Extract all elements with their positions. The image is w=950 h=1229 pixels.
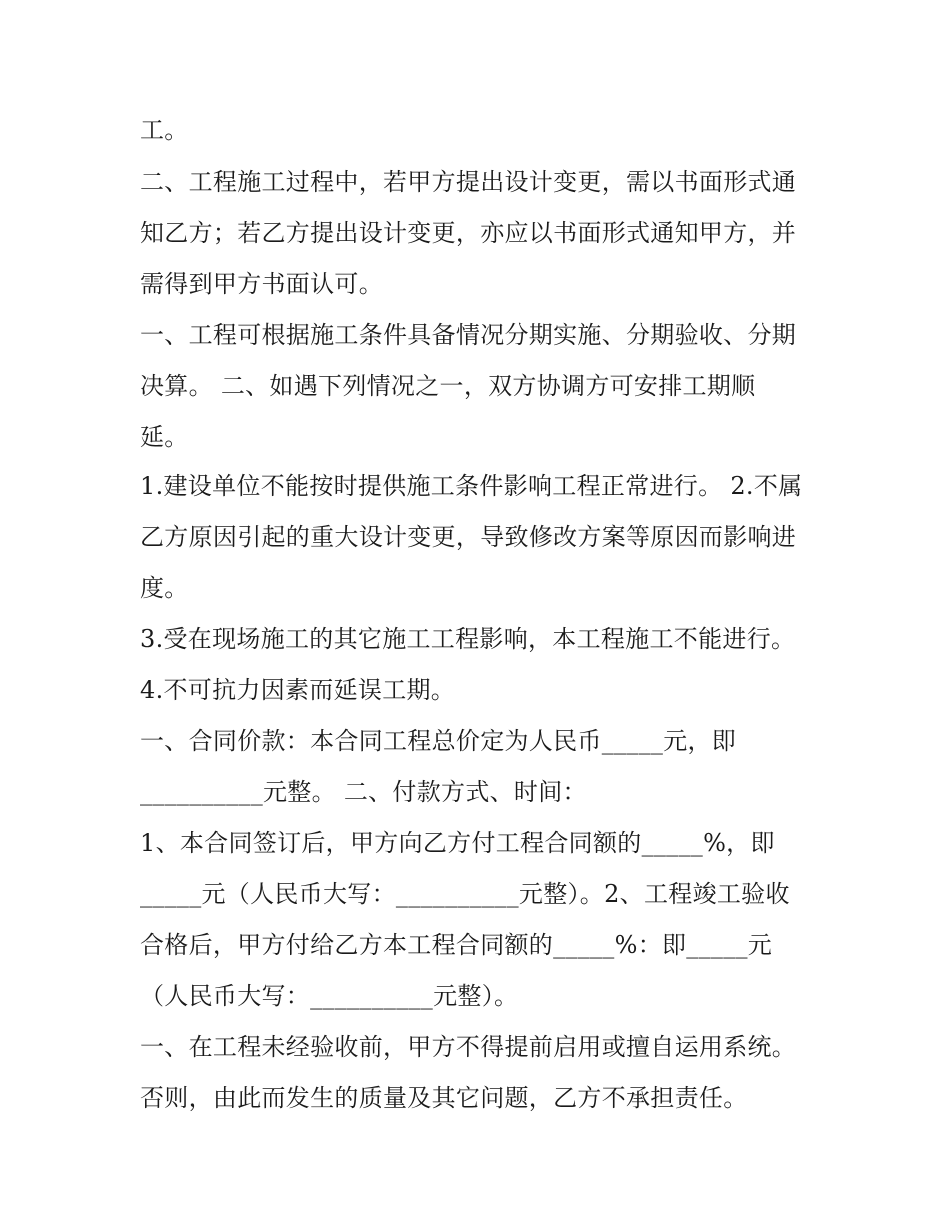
text-line: 度。 [140,574,189,602]
text-line: 一、合同价款：本合同工程总价定为人民币_____元，即 [140,727,737,755]
text-line: 决算。 二、如遇下列情况之一，双方协调方可安排工期顺 [140,372,756,400]
text-line: _____元（人民币大写：__________元整）。2、工程竣工验收 [140,880,790,908]
text-line: 否则，由此而发生的质量及其它问题，乙方不承担责任。 [140,1084,748,1112]
text-line: 1、本合同签订后，甲方向乙方付工程合同额的_____%，即 [140,829,775,857]
text-line: 4.不可抗力因素而延误工期。 [140,676,456,704]
text-line: 知乙方；若乙方提出设计变更，亦应以书面形式通知甲方，并 [140,219,797,247]
text-line: 一、在工程未经验收前，甲方不得提前启用或擅自运用系统。 [140,1033,797,1061]
text-line: 乙方原因引起的重大设计变更，导致修改方案等原因而影响进 [140,523,797,551]
text-line: 3.受在现场施工的其它施工工程影响，本工程施工不能进行。 [140,625,796,653]
text-line: __________元整。 二、付款方式、时间： [140,778,587,806]
text-line: （人民币大写：__________元整）。 [140,982,519,1010]
text-line: 二、工程施工过程中，若甲方提出设计变更，需以书面形式通 [140,168,797,196]
text-line: 一、工程可根据施工条件具备情况分期实施、分期验收、分期 [140,321,797,349]
text-line: 合格后，甲方付给乙方本工程合同额的_____%：即_____元 [140,931,773,959]
text-line: 工。 [140,116,189,144]
text-line: 延。 [140,423,189,451]
text-line: 1.建设单位不能按时提供施工条件影响工程正常进行。 2.不属 [140,472,803,500]
text-line: 需得到甲方书面认可。 [140,270,383,298]
